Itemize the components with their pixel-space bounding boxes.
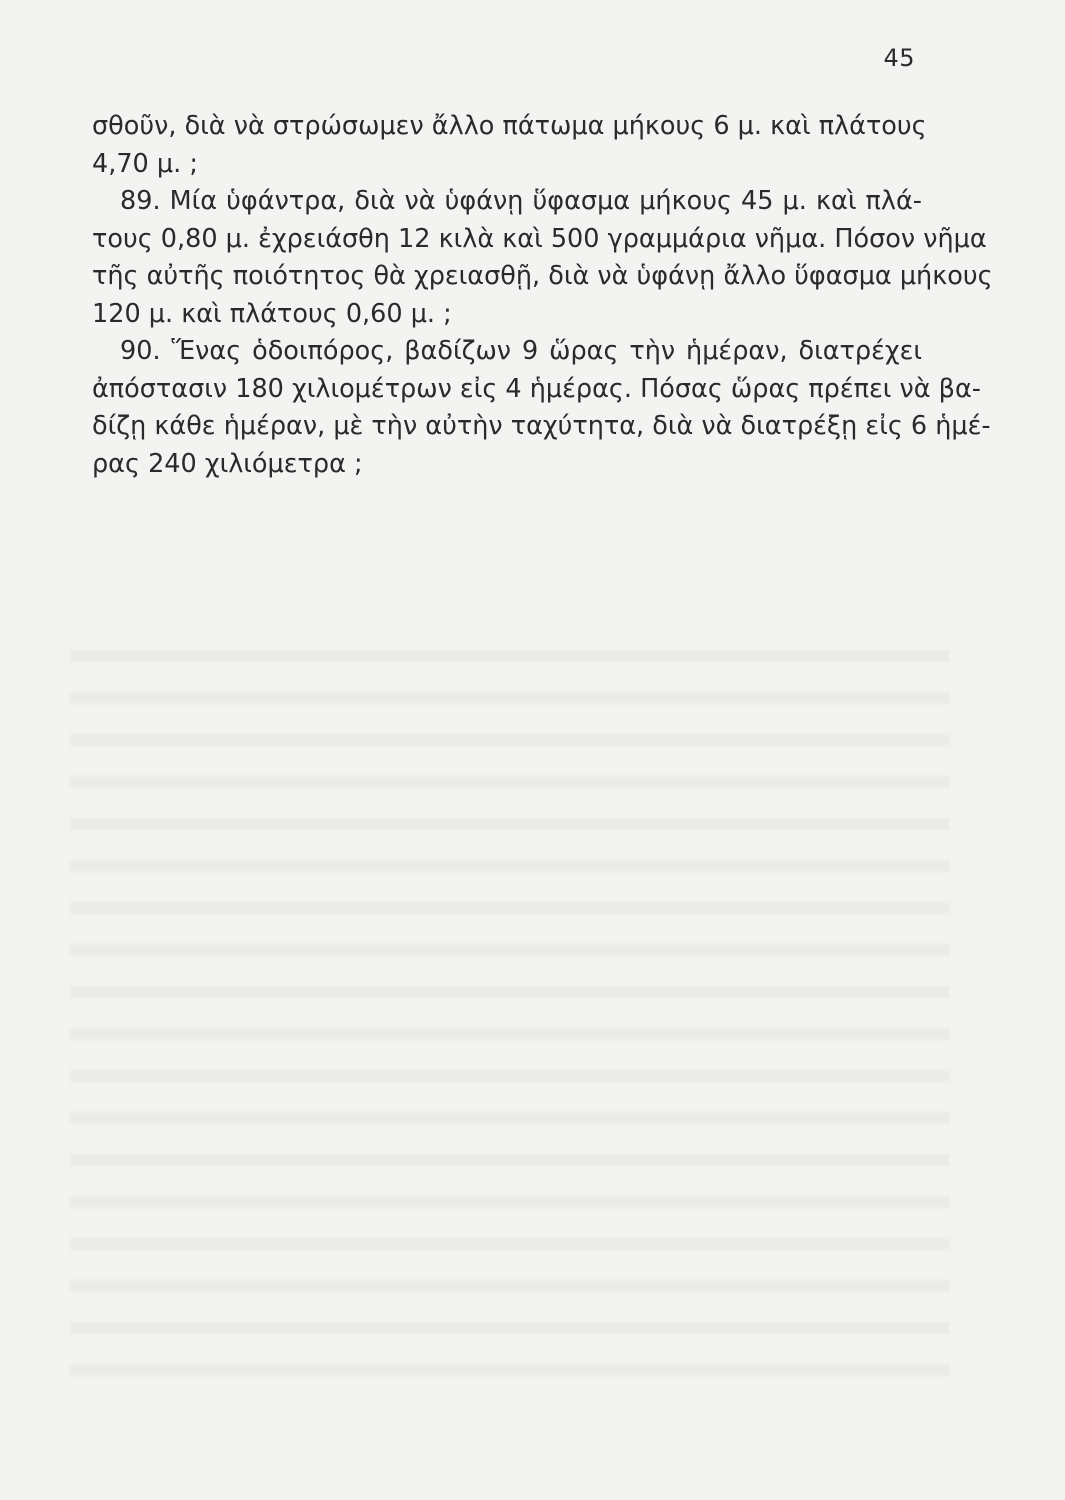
text-line: δίζῃ κάθε ἡμέραν, μὲ τὴν αὐτὴν ταχύτητα, διὰ νὰ διατρέξῃ εἰς 6 ἡμέ- [92,411,991,441]
page-number: 45 [883,44,915,72]
text-line: ρας 240 χιλιόμετρα ; [92,448,363,479]
exercise-90-start: 90. Ἕνας ὁδοιπόρος, βαδίζων 9 ὥρας τὴν ἡμέραν, διατρέχει [120,336,922,366]
text-line: ἀπόστασιν 180 χιλιομέτρων εἰς 4 ἡμέρας. Πόσας ὥρας πρέπει νὰ βα- [92,373,981,404]
text-line: τῆς αὐτῆς ποιότητος θὰ χρειασθῇ, διὰ νὰ ὑφάνῃ ἄλλο ὕφασμα μήκους [92,261,993,291]
text-line: 120 μ. καὶ πλάτους 0,60 μ. ; [92,298,452,329]
text-line: σθοῦν, διὰ νὰ στρώσωμεν ἄλλο πάτωμα μήκους 6 μ. καὶ πλάτους [92,111,927,141]
text-line: τους 0,80 μ. ἐχρειάσθη 12 κιλὰ καὶ 500 γραμμάρια νῆμα. Πόσον νῆμα [92,223,987,254]
reverse-side-bleed-through [70,620,950,1380]
exercise-89-start: 89. Μία ὑφάντρα, διὰ νὰ ὑφάνῃ ὕφασμα μήκους 45 μ. καὶ πλά- [120,186,922,216]
text-line: 4,70 μ. ; [92,148,198,179]
exercise-text [92,108,993,483]
